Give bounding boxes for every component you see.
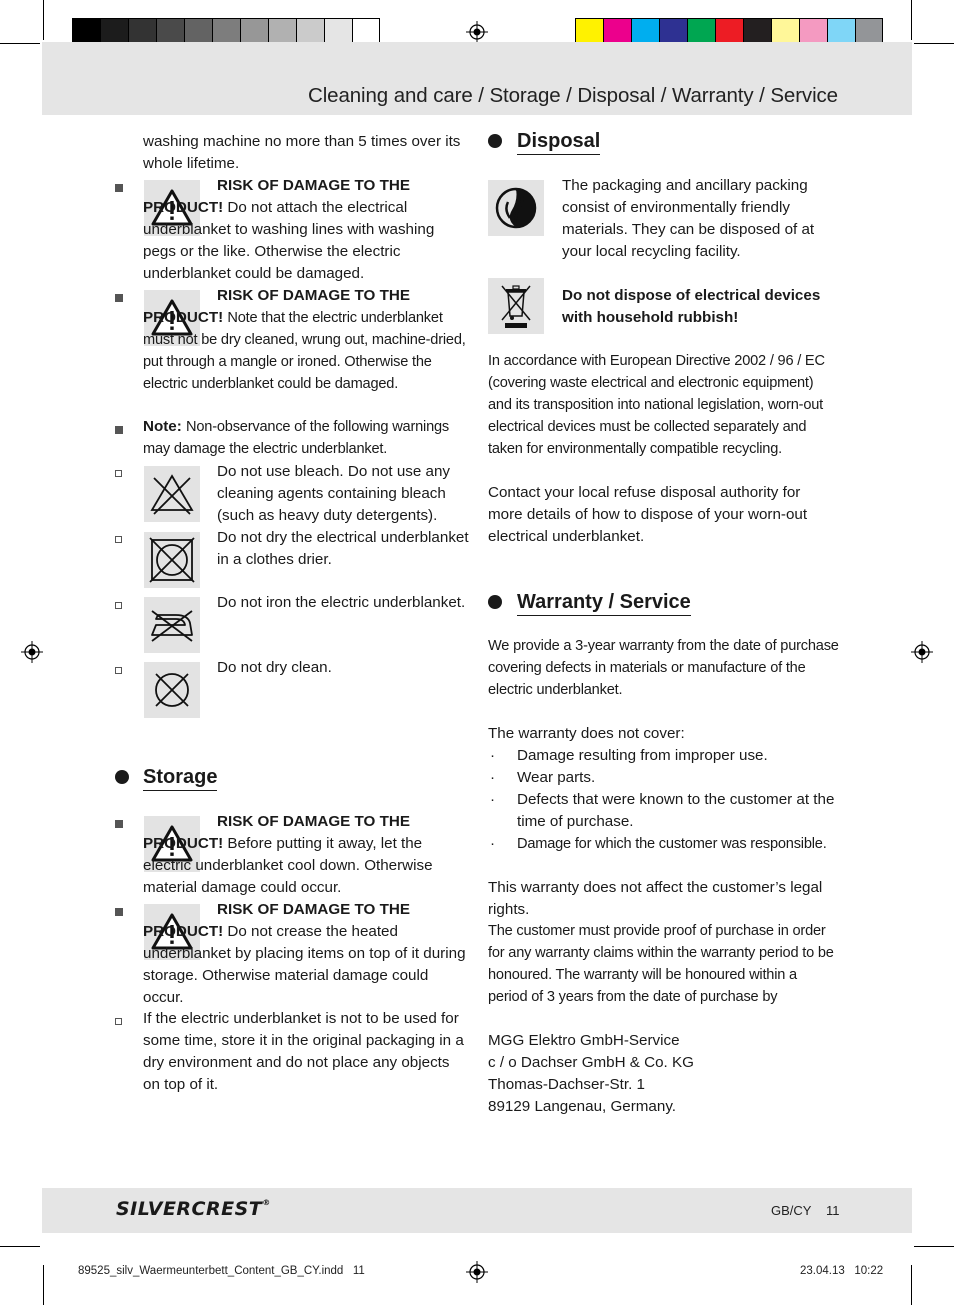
warning-body: Note that the electric underblanket must not be dry cleaned, wrung out, machine-dried, put through a mangle or ironed. Otherwise the electric underblanket could be damaged. [143, 310, 466, 392]
care-symbol-box [144, 466, 200, 522]
care-instruction: Do not dry the electrical underblanket in a clothes drier. [217, 529, 469, 568]
address-line: Thomas-Dachser-Str. 1 [488, 1076, 645, 1093]
brand-name: SILVERCREST [116, 1198, 263, 1220]
address-line: MGG Elektro GmbH-Service [488, 1032, 680, 1049]
warning-text [143, 899, 469, 1009]
footer-page-number: 11 [826, 1203, 840, 1218]
slug-filename: 89525_silv_Waermeunterbett_Content_GB_CY.indd 11 [78, 1265, 365, 1277]
green-dot-recycling-icon [488, 180, 544, 236]
crossed-bin-icon [488, 278, 544, 334]
exclusion-text: Damage for which the customer was responsible. [517, 836, 827, 852]
exclusion-text: Wear parts. [517, 769, 596, 786]
warranty-heading: Warranty / Service [517, 590, 691, 616]
note-body: Non-observance of the following warnings may damage the electric underblanket. [143, 419, 449, 457]
crop-mark [911, 0, 912, 40]
middle-dot-icon: · [490, 835, 496, 852]
crop-mark [914, 43, 954, 44]
packaging-text: The packaging and ancillary packing consist of environmentally friendly materials. They can be disposed of at your local recycling facility. [562, 177, 815, 260]
no-iron-icon [144, 597, 200, 653]
exclusion-item [488, 745, 840, 767]
section-bullet [488, 134, 502, 148]
service-address [488, 1030, 828, 1118]
exclusion-text: Damage resulting from improper use. [517, 747, 768, 764]
contact-text: Contact your local refuse disposal authority for more details of how to dispose of your worn-out electrical underblanket. [488, 484, 808, 545]
exclusion-item [488, 833, 844, 855]
proof-of-purchase-text: The customer must provide proof of purchase in order for any warranty claims within the warranty period to be honoured. The warranty will be honoured within a period of 3 years from the date of purchase by [488, 923, 834, 1005]
section-bullet [488, 595, 502, 609]
exclusion-text: Defects that were known to the customer at the time of purchase. [517, 791, 835, 830]
open-square-bullet [115, 1018, 122, 1025]
warning-label: RISK OF DAMAGE TO THE PRODUCT! [143, 287, 410, 326]
page-title: Cleaning and care / Storage / Disposal / Warranty / Service [307, 84, 838, 107]
address-line: c / o Dachser GmbH & Co. KG [488, 1054, 694, 1071]
directive-text: In accordance with European Directive 2002 / 96 / EC (covering waste electrical and electronic equipment) and its transposition into national legislation, worn-out electrical devices must be collected separately and taken for environmentally compatible recycling. [488, 353, 825, 457]
warning-label: RISK OF DAMAGE TO THE PRODUCT! [143, 177, 410, 216]
care-instruction: Do not iron the electric underblanket. [217, 594, 466, 611]
warning-text [143, 175, 469, 285]
disposal-heading: Disposal [517, 129, 600, 155]
not-cover-label: The warranty does not cover: [488, 725, 685, 742]
note-text [143, 416, 469, 460]
intro-text: washing machine no more than 5 times over its whole lifetime. [143, 133, 461, 172]
warning-label: RISK OF DAMAGE TO THE PRODUCT! [143, 813, 410, 852]
warning-label: RISK OF DAMAGE TO THE PRODUCT! [143, 901, 410, 940]
crop-mark [43, 0, 44, 40]
registered-mark-icon: ® [262, 1198, 271, 1207]
address-line: 89129 Langenau, Germany. [488, 1098, 677, 1115]
exclusion-item [488, 767, 840, 789]
footer-locale: GB/CY [771, 1203, 812, 1218]
green-dot-box [488, 180, 544, 236]
warning-body: Before putting it away, let the electric underblanket cool down. Otherwise material damage could occur. [143, 835, 433, 896]
registration-mark-icon [466, 1261, 488, 1283]
middle-dot-icon: · [490, 747, 496, 764]
exclusion-item [488, 789, 840, 833]
brand-logo [116, 1198, 271, 1220]
no-bleach-icon [144, 466, 200, 522]
care-instruction: Do not use bleach. Do not use any cleaning agents containing bleach (such as heavy duty detergents). [217, 463, 451, 524]
registration-mark-icon [466, 21, 488, 43]
legal-rights-text: This warranty does not affect the customer’s legal rights. [488, 879, 823, 918]
open-square-bullet [115, 602, 122, 609]
note-label: Note: [143, 418, 182, 435]
square-bullet [115, 426, 123, 434]
registration-mark-icon [911, 641, 933, 663]
square-bullet [115, 908, 123, 916]
middle-dot-icon: · [490, 769, 496, 786]
no-dry-clean-icon [144, 662, 200, 718]
weee-box [488, 278, 544, 334]
crop-mark [914, 1246, 954, 1247]
warning-body: Do not attach the electrical underblanket to washing lines with washing pegs or the like. Otherwise the electric underblanket could be damaged. [143, 199, 435, 282]
crop-mark [0, 43, 40, 44]
no-household-rubbish: Do not dispose of electrical devices with household rubbish! [562, 287, 821, 326]
storage-instruction: If the electric underblanket is not to be used for some time, store it in the original packaging in a dry environment and do not place any objects on top of it. [143, 1010, 464, 1093]
open-square-bullet [115, 536, 122, 543]
open-square-bullet [115, 470, 122, 477]
warning-body: Do not crease the heated underblanket by placing items on top of it during storage. Otherwise material damage could occur. [143, 923, 466, 1006]
no-tumble-dry-icon [144, 532, 200, 588]
square-bullet [115, 820, 123, 828]
crop-mark [0, 1246, 40, 1247]
storage-heading: Storage [143, 765, 217, 791]
care-symbol-box [144, 662, 200, 718]
crop-mark [911, 1265, 912, 1305]
warranty-intro [488, 635, 840, 701]
square-bullet [115, 294, 123, 302]
section-bullet [115, 770, 129, 784]
registration-mark-icon [21, 641, 43, 663]
slug-date: 23.04.13 10:22 [800, 1265, 884, 1277]
care-instruction: Do not dry clean. [217, 659, 332, 676]
warning-text [143, 811, 469, 899]
square-bullet [115, 184, 123, 192]
warning-text [143, 285, 469, 395]
warranty-intro-text: We provide a 3-year warranty from the date of purchase covering defects in materials or manufacture of the electric underblanket. [488, 638, 839, 698]
crop-mark [43, 1265, 44, 1305]
open-square-bullet [115, 667, 122, 674]
care-symbol-box [144, 597, 200, 653]
care-symbol-box [144, 532, 200, 588]
middle-dot-icon: · [490, 791, 496, 808]
